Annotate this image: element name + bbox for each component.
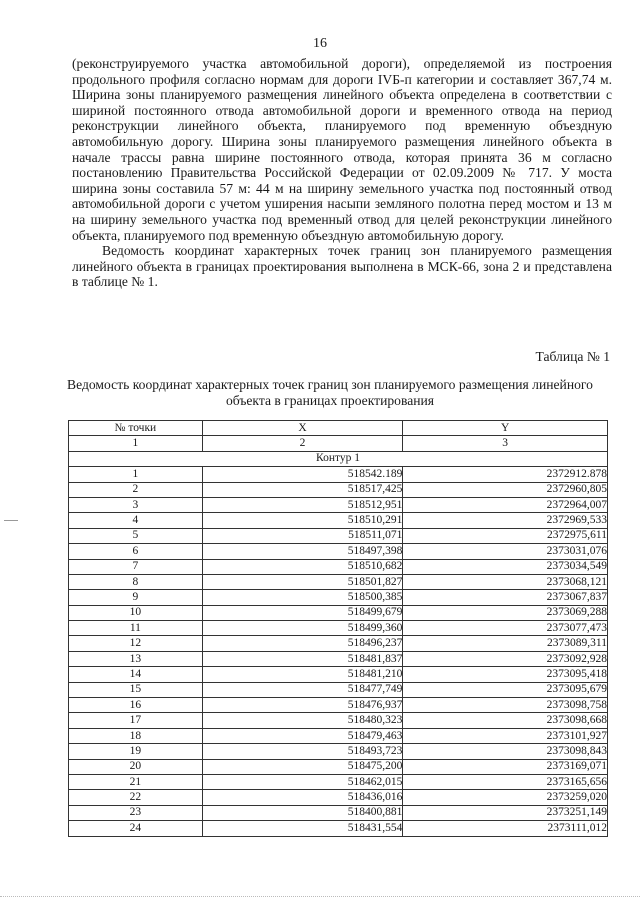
coordinates-table [68, 420, 608, 837]
y-coordinate-cell: 2373031,076 [403, 544, 608, 559]
x-coordinate-cell: 518480,323 [202, 713, 403, 728]
point-number-cell: 14 [69, 667, 203, 682]
y-coordinate-cell: 2372912.878 [403, 467, 608, 482]
y-coordinate-cell: 2373098,758 [403, 698, 608, 713]
table-row [69, 574, 608, 589]
y-coordinate-cell: 2373034,549 [403, 559, 608, 574]
table-row [69, 790, 608, 805]
point-number-cell: 18 [69, 728, 203, 743]
point-number-cell: 8 [69, 574, 203, 589]
point-number-cell: 3 [69, 497, 203, 512]
column-number-1: 1 [69, 436, 203, 451]
table-row [69, 497, 608, 512]
x-coordinate-cell: 518497,398 [202, 544, 403, 559]
contour-row [69, 451, 608, 466]
x-coordinate-cell: 518500,385 [202, 590, 403, 605]
column-number-3: 3 [403, 436, 608, 451]
x-coordinate-cell: 518499,360 [202, 621, 403, 636]
x-coordinate-cell: 518510,291 [202, 513, 403, 528]
point-number-cell: 7 [69, 559, 203, 574]
y-coordinate-cell: 2373089,311 [403, 636, 608, 651]
point-number-cell: 15 [69, 682, 203, 697]
point-number-cell: 19 [69, 744, 203, 759]
y-coordinate-cell: 2373165,656 [403, 774, 608, 789]
y-coordinate-cell: 2373067,837 [403, 590, 608, 605]
table-row [69, 805, 608, 820]
point-number-cell: 4 [69, 513, 203, 528]
table-header-row [69, 421, 608, 436]
x-coordinate-cell: 518499,679 [202, 605, 403, 620]
point-number-cell: 5 [69, 528, 203, 543]
table-row [69, 605, 608, 620]
table-row [69, 759, 608, 774]
y-coordinate-cell: 2373068,121 [403, 574, 608, 589]
y-coordinate-cell: 2373251,149 [403, 805, 608, 820]
paragraph-1: (реконструируемого участка автомобильной дороги), определяемой из построения продольного профиля согласно нормам для дороги IVБ-п категории и составляет 367,74 м. Ширина зоны планируемого размещения линейного объекта определена в соответствии с шириной постоянного отвода автомобильной дороги и временного отвода на период реконструкции линейного объекта, планируемого под временную объездную автомобильную дорогу. Ширина зоны планируемого размещения линейного объекта в начале трассы равна ширине постоянного отвода, которая принята 36 м согласно постановлению Правительства Российской Федерации от 02.09.2009 № 717. У моста ширина зоны составила 57 м: 44 м на ширину земельного участка под постоянный отвод автомобильной дороги с учетом уширения насыпи земляного полотна перед мостом и 13 м на ширину земельного участка под временный отвод для целей реконструкции линейного объекта, планируемого под временную объездную автомобильную дорогу. [72, 56, 612, 243]
x-coordinate-cell: 518462,015 [202, 774, 403, 789]
x-coordinate-cell: 518493,723 [202, 744, 403, 759]
x-coordinate-cell: 518475,200 [202, 759, 403, 774]
page-number: 16 [313, 36, 327, 51]
table-row [69, 728, 608, 743]
point-number-cell: 13 [69, 651, 203, 666]
y-coordinate-cell: 2373077,473 [403, 621, 608, 636]
body-text [72, 56, 612, 290]
x-coordinate-cell: 518481,837 [202, 651, 403, 666]
table-row [69, 636, 608, 651]
table-row [69, 559, 608, 574]
point-number-cell: 22 [69, 790, 203, 805]
x-coordinate-cell: 518512,951 [202, 497, 403, 512]
y-coordinate-cell: 2373111,012 [403, 821, 608, 836]
table-row [69, 544, 608, 559]
y-coordinate-cell: 2372975,611 [403, 528, 608, 543]
x-coordinate-cell: 518436,016 [202, 790, 403, 805]
x-coordinate-cell: 518400,881 [202, 805, 403, 820]
point-number-cell: 12 [69, 636, 203, 651]
table-row [69, 744, 608, 759]
table-row [69, 621, 608, 636]
table-row [69, 467, 608, 482]
y-coordinate-cell: 2373095,679 [403, 682, 608, 697]
point-number-cell: 23 [69, 805, 203, 820]
y-coordinate-cell: 2373101,927 [403, 728, 608, 743]
point-number-cell: 2 [69, 482, 203, 497]
y-coordinate-cell: 2373069,288 [403, 605, 608, 620]
x-coordinate-cell: 518481,210 [202, 667, 403, 682]
x-coordinate-cell: 518510,682 [202, 559, 403, 574]
table-row [69, 821, 608, 836]
y-coordinate-cell: 2373092,928 [403, 651, 608, 666]
table-row [69, 667, 608, 682]
point-number-cell: 1 [69, 467, 203, 482]
y-coordinate-cell: 2373098,843 [403, 744, 608, 759]
point-number-cell: 20 [69, 759, 203, 774]
paragraph-2: Ведомость координат характерных точек границ зон планируемого размещения линейного объекта в границах проектирования выполнена в МСК-66, зона 2 и представлена в таблице № 1. [72, 243, 612, 290]
point-number-cell: 10 [69, 605, 203, 620]
x-coordinate-cell: 518477,749 [202, 682, 403, 697]
table-row [69, 682, 608, 697]
x-coordinate-cell: 518501,827 [202, 574, 403, 589]
point-number-cell: 21 [69, 774, 203, 789]
x-coordinate-cell: 518479,463 [202, 728, 403, 743]
x-coordinate-cell: 518496,237 [202, 636, 403, 651]
table-row [69, 774, 608, 789]
y-coordinate-cell: 2372964,007 [403, 497, 608, 512]
x-coordinate-cell: 518476,937 [202, 698, 403, 713]
header-x: X [202, 421, 403, 436]
point-number-cell: 6 [69, 544, 203, 559]
y-coordinate-cell: 2373098,668 [403, 713, 608, 728]
point-number-cell: 17 [69, 713, 203, 728]
table-row [69, 513, 608, 528]
x-coordinate-cell: 518511,071 [202, 528, 403, 543]
y-coordinate-cell: 2373259,020 [403, 790, 608, 805]
y-coordinate-cell: 2372960,805 [403, 482, 608, 497]
header-point-number: № точки [69, 421, 203, 436]
x-coordinate-cell: 518542.189 [202, 467, 403, 482]
y-coordinate-cell: 2373095,418 [403, 667, 608, 682]
x-coordinate-cell: 518517,425 [202, 482, 403, 497]
scan-mark [4, 520, 18, 521]
point-number-cell: 16 [69, 698, 203, 713]
table-row [69, 482, 608, 497]
scan-edge [0, 896, 640, 899]
table-row [69, 528, 608, 543]
table-row [69, 698, 608, 713]
contour-label: Контур 1 [69, 451, 608, 466]
table-column-numbers-row [69, 436, 608, 451]
header-y: Y [403, 421, 608, 436]
table-label: Таблица № 1 [535, 349, 610, 364]
y-coordinate-cell: 2372969,533 [403, 513, 608, 528]
table-title: Ведомость координат характерных точек границ зон планируемого размещения линейного объекта в границах проектирования [67, 377, 593, 408]
y-coordinate-cell: 2373169,071 [403, 759, 608, 774]
column-number-2: 2 [202, 436, 403, 451]
table-row [69, 713, 608, 728]
x-coordinate-cell: 518431,554 [202, 821, 403, 836]
point-number-cell: 11 [69, 621, 203, 636]
table-row [69, 651, 608, 666]
point-number-cell: 9 [69, 590, 203, 605]
point-number-cell: 24 [69, 821, 203, 836]
table-row [69, 590, 608, 605]
